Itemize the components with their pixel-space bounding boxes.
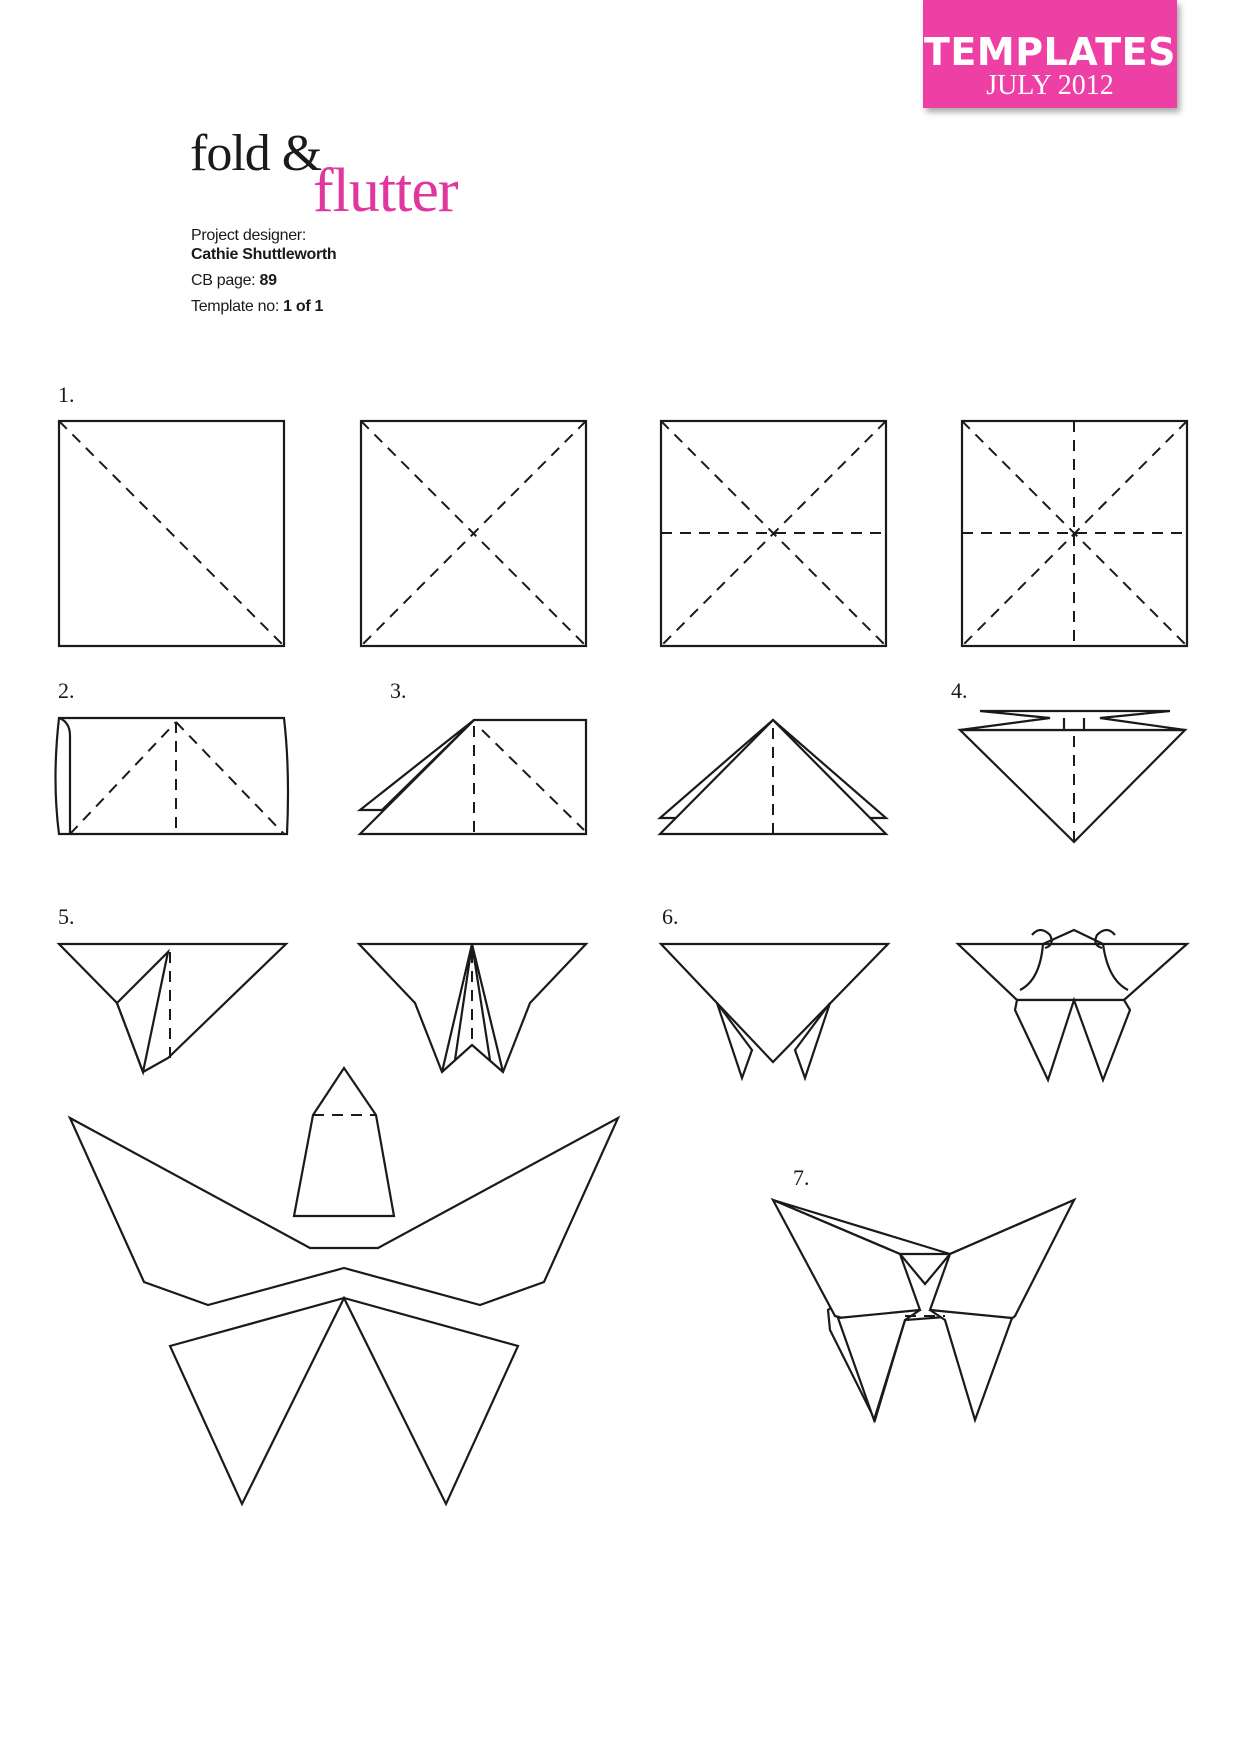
step7-butterfly — [773, 1200, 1074, 1420]
cb-page: CB page: 89 — [191, 272, 277, 289]
step-4-label: 4. — [951, 678, 968, 703]
step4-triangle — [960, 711, 1185, 842]
step5-shape-2 — [359, 944, 586, 1072]
title-flutter: flutter — [313, 157, 458, 225]
step1-square-1 — [59, 421, 284, 646]
step-1-label: 1. — [58, 382, 75, 407]
badge-date: JULY 2012 — [986, 70, 1114, 101]
step-7-label: 7. — [793, 1165, 810, 1190]
template-head — [294, 1068, 394, 1216]
step-6-label: 6. — [662, 904, 679, 929]
step-2-label: 2. — [58, 678, 75, 703]
designer-label: Project designer: — [191, 227, 306, 244]
step5-shape-1 — [59, 944, 286, 1072]
step-5-label: 5. — [58, 904, 75, 929]
step3-collapse — [360, 720, 586, 834]
step1-square-4 — [962, 421, 1187, 646]
step2-rectangle — [56, 718, 289, 834]
template-number: Template no: 1 of 1 — [191, 298, 324, 315]
step-3-label: 3. — [390, 678, 407, 703]
designer-name: Cathie Shuttleworth — [191, 246, 337, 263]
title-fold: fold & — [190, 125, 322, 182]
step6-shape — [661, 944, 888, 1078]
step3-triangle — [660, 720, 886, 834]
badge-title: TEMPLATES — [924, 30, 1176, 74]
step1-square-3 — [661, 421, 886, 646]
step6-shaping — [958, 930, 1187, 1080]
step1-square-2 — [361, 421, 586, 646]
template-lower-wings — [170, 1298, 518, 1504]
